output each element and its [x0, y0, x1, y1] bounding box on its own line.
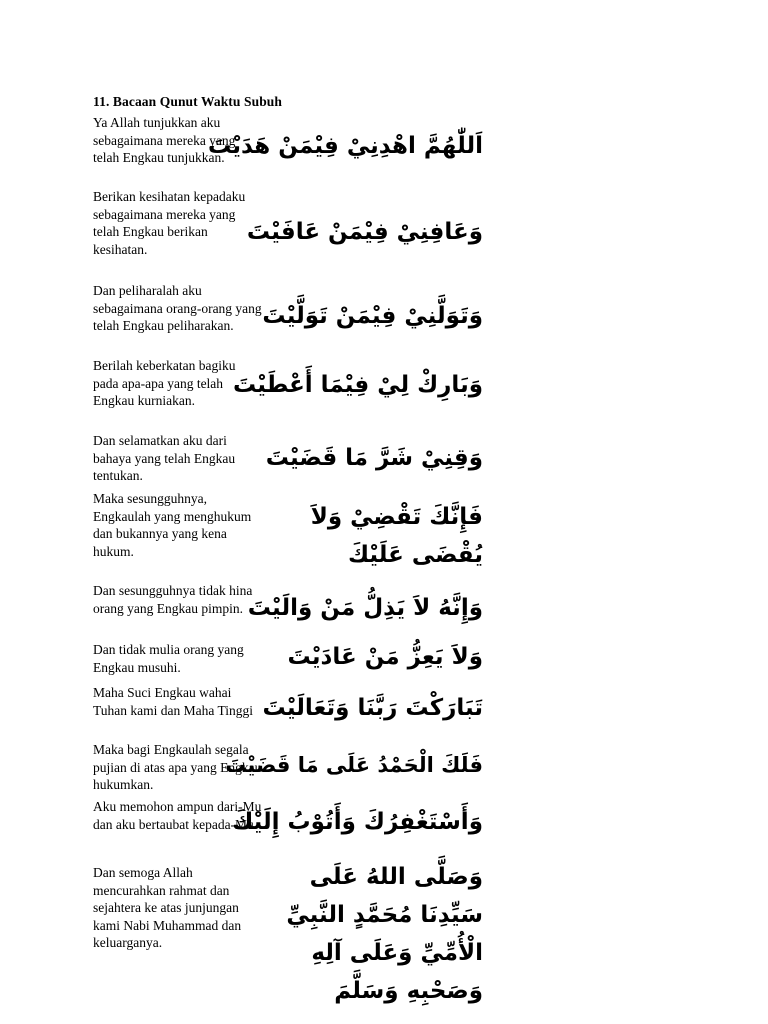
- translation-text: Berilah keberkatan bagiku pada apa-apa yang telah Engkau kurniakan.: [93, 358, 236, 409]
- arabic-verse: فَلَكَ الْحَمْدُ عَلَى مَا قَضَيْتَ: [225, 753, 483, 777]
- translation-text: Dan peliharalah aku sebagaimana orang-orang yang telah Engkau peliharakan.: [93, 283, 262, 334]
- arabic-verse: وَبَارِكْ لِيْ فِيْمَا أَعْطَيْتَ: [232, 372, 483, 398]
- arabic-verse: تَبَارَكْتَ رَبَّنَا وَتَعَالَيْتَ: [262, 695, 483, 721]
- arabic-verse: اَللّٰهُمَّ اهْدِنِيْ فِيْمَنْ هَدَيْتَ: [208, 133, 483, 159]
- arabic-verse: وَقِنِيْ شَرَّ مَا قَضَيْتَ: [265, 445, 483, 471]
- translation-text: Ya Allah tunjukkan aku sebagaimana mereka yang telah Engkau tunjukkan.: [93, 115, 236, 166]
- page-title: 11. Bacaan Qunut Waktu Subuh: [93, 94, 283, 109]
- translation-text: Aku memohon ampun dari-Mu dan aku bertaubat kepada-Mu.: [93, 799, 262, 832]
- arabic-verse: وَتَوَلَّنِيْ فِيْمَنْ تَوَلَّيْتَ: [262, 303, 483, 329]
- arabic-verse: وَإِنَّهُ لاَ يَذِلُّ مَنْ وَالَيْتَ: [247, 595, 483, 621]
- translation-text: Dan semoga Allah mencurahkan rahmat dan sejahtera ke atas junjungan kami Nabi Muhammad dan keluarganya.: [93, 865, 242, 951]
- translation-text: Dan selamatkan aku dari bahaya yang telah Engkau tentukan.: [93, 433, 236, 484]
- translation-text: Berikan kesihatan kepadaku sebagaimana mereka yang telah Engkau berikan kesihatan.: [93, 189, 246, 257]
- arabic-verse: وَأَسْتَغْفِرُكَ وَأَتُوْبُ إِلَيْكَ: [232, 809, 483, 835]
- translation-text: Dan tidak mulia orang yang Engkau musuhi.: [93, 642, 244, 675]
- arabic-verse: وَصَلَّى اللهُ عَلَى سَيِّدِنَا مُحَمَّدٍ النَّبِيِّ الْأُمِّيِّ وَعَلَى آلِهِ وَصَحْبِهِ وَسَلَّمَ: [286, 864, 483, 1004]
- arabic-verse: فَإِنَّكَ تَقْضِيْ وَلاَ يُقْضَى عَلَيْكَ: [310, 504, 483, 568]
- translation-text: Maka bagi Engkaulah segala pujian di atas apa yang Engkau hukumkan.: [93, 742, 262, 793]
- translation-text: Maka sesungguhnya, Engkaulah yang menghukum dan bukannya yang kena hukum.: [93, 491, 252, 559]
- translation-text: Maha Suci Engkau wahai Tuhan kami dan Maha Tinggi: [93, 685, 254, 718]
- translation-text: Dan sesungguhnya tidak hina orang yang Engkau pimpin.: [93, 583, 253, 616]
- arabic-verse: وَلاَ يَعِزُّ مَنْ عَادَيْتَ: [287, 644, 483, 670]
- arabic-verse: وَعَافِنِيْ فِيْمَنْ عَافَيْتَ: [246, 219, 483, 245]
